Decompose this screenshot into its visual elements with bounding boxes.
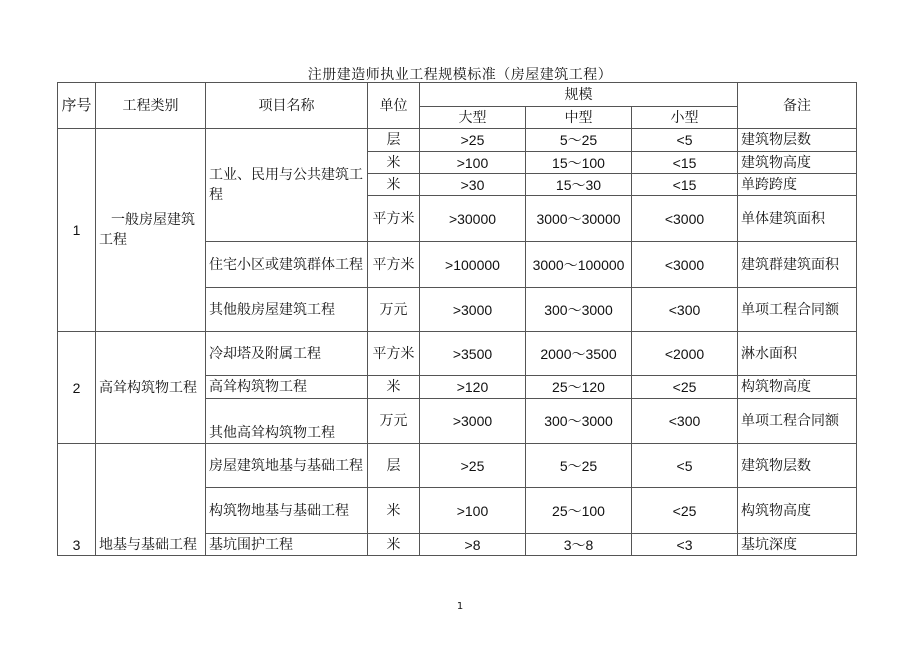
- header-row: [58, 83, 857, 107]
- header-remark: 备注: [738, 83, 857, 129]
- group-seq: 1: [58, 129, 96, 332]
- small-cell: <25: [632, 488, 738, 534]
- unit-cell: 万元: [368, 288, 420, 332]
- large-cell: >3000: [420, 288, 526, 332]
- small-cell: <5: [632, 129, 738, 152]
- small-cell: <15: [632, 152, 738, 174]
- item-name: 住宅小区或建筑群体工程: [206, 242, 368, 288]
- remark-cell: 建筑物层数: [738, 444, 857, 488]
- medium-cell: 15～30: [526, 174, 632, 196]
- small-cell: <3: [632, 534, 738, 556]
- small-cell: <3000: [632, 242, 738, 288]
- remark-cell: 建筑物层数: [738, 129, 857, 152]
- group-category: 地基与基础工程: [96, 444, 206, 556]
- medium-cell: 300～3000: [526, 399, 632, 444]
- unit-cell: 米: [368, 174, 420, 196]
- small-cell: <300: [632, 288, 738, 332]
- medium-cell: 3000～30000: [526, 196, 632, 242]
- medium-cell: 300～3000: [526, 288, 632, 332]
- small-cell: <2000: [632, 332, 738, 376]
- unit-cell: 米: [368, 488, 420, 534]
- header-item: 项目名称: [206, 83, 368, 129]
- remark-cell: 建筑群建筑面积: [738, 242, 857, 288]
- item-name: 房屋建筑地基与基础工程: [206, 444, 368, 488]
- large-cell: >30000: [420, 196, 526, 242]
- table-row: [58, 444, 857, 488]
- scale-standard-table: [57, 82, 857, 556]
- large-cell: >25: [420, 444, 526, 488]
- large-cell: >100000: [420, 242, 526, 288]
- group-seq: 2: [58, 332, 96, 444]
- header-small: 小型: [632, 107, 738, 129]
- unit-cell: 平方米: [368, 196, 420, 242]
- header-scale: 规模: [420, 83, 738, 107]
- remark-cell: 构筑物高度: [738, 376, 857, 399]
- item-name: 基坑围护工程: [206, 534, 368, 556]
- item-name: 高耸构筑物工程: [206, 376, 368, 399]
- table-row: [58, 129, 857, 152]
- item-name: 工业、民用与公共建筑工程: [206, 129, 368, 242]
- item-name: 构筑物地基与基础工程: [206, 488, 368, 534]
- remark-cell: 单项工程合同额: [738, 288, 857, 332]
- remark-cell: 单项工程合同额: [738, 399, 857, 444]
- unit-cell: 层: [368, 444, 420, 488]
- unit-cell: 万元: [368, 399, 420, 444]
- group-category: 一般房屋建筑工程: [96, 129, 206, 332]
- large-cell: >25: [420, 129, 526, 152]
- header-seq: 序号: [58, 83, 96, 129]
- header-medium: 中型: [526, 107, 632, 129]
- item-name: 冷却塔及附属工程: [206, 332, 368, 376]
- large-cell: >8: [420, 534, 526, 556]
- large-cell: >30: [420, 174, 526, 196]
- small-cell: <15: [632, 174, 738, 196]
- small-cell: <5: [632, 444, 738, 488]
- unit-cell: 层: [368, 129, 420, 152]
- remark-cell: 构筑物高度: [738, 488, 857, 534]
- medium-cell: 15～100: [526, 152, 632, 174]
- group-seq: 3: [58, 444, 96, 556]
- medium-cell: 5～25: [526, 129, 632, 152]
- unit-cell: 米: [368, 376, 420, 399]
- unit-cell: 平方米: [368, 242, 420, 288]
- medium-cell: 2000～3500: [526, 332, 632, 376]
- remark-cell: 基坑深度: [738, 534, 857, 556]
- remark-cell: 建筑物高度: [738, 152, 857, 174]
- remark-cell: 单体建筑面积: [738, 196, 857, 242]
- large-cell: >100: [420, 152, 526, 174]
- medium-cell: 3～8: [526, 534, 632, 556]
- header-unit: 单位: [368, 83, 420, 129]
- header-category: 工程类别: [96, 83, 206, 129]
- remark-cell: 单跨跨度: [738, 174, 857, 196]
- item-name: 其他般房屋建筑工程: [206, 288, 368, 332]
- medium-cell: 3000～100000: [526, 242, 632, 288]
- medium-cell: 5～25: [526, 444, 632, 488]
- unit-cell: 米: [368, 152, 420, 174]
- large-cell: >100: [420, 488, 526, 534]
- large-cell: >3500: [420, 332, 526, 376]
- medium-cell: 25～100: [526, 488, 632, 534]
- small-cell: <3000: [632, 196, 738, 242]
- table-row: [58, 332, 857, 376]
- small-cell: <25: [632, 376, 738, 399]
- document-title: 注册建造师执业工程规模标准（房屋建筑工程）: [307, 67, 613, 83]
- remark-cell: 淋水面积: [738, 332, 857, 376]
- page-number: 1: [456, 601, 464, 612]
- header-large: 大型: [420, 107, 526, 129]
- unit-cell: 平方米: [368, 332, 420, 376]
- small-cell: <300: [632, 399, 738, 444]
- unit-cell: 米: [368, 534, 420, 556]
- group-category: 高耸构筑物工程: [96, 332, 206, 444]
- item-name: 其他高耸构筑物工程: [206, 399, 368, 444]
- large-cell: >120: [420, 376, 526, 399]
- medium-cell: 25～120: [526, 376, 632, 399]
- large-cell: >3000: [420, 399, 526, 444]
